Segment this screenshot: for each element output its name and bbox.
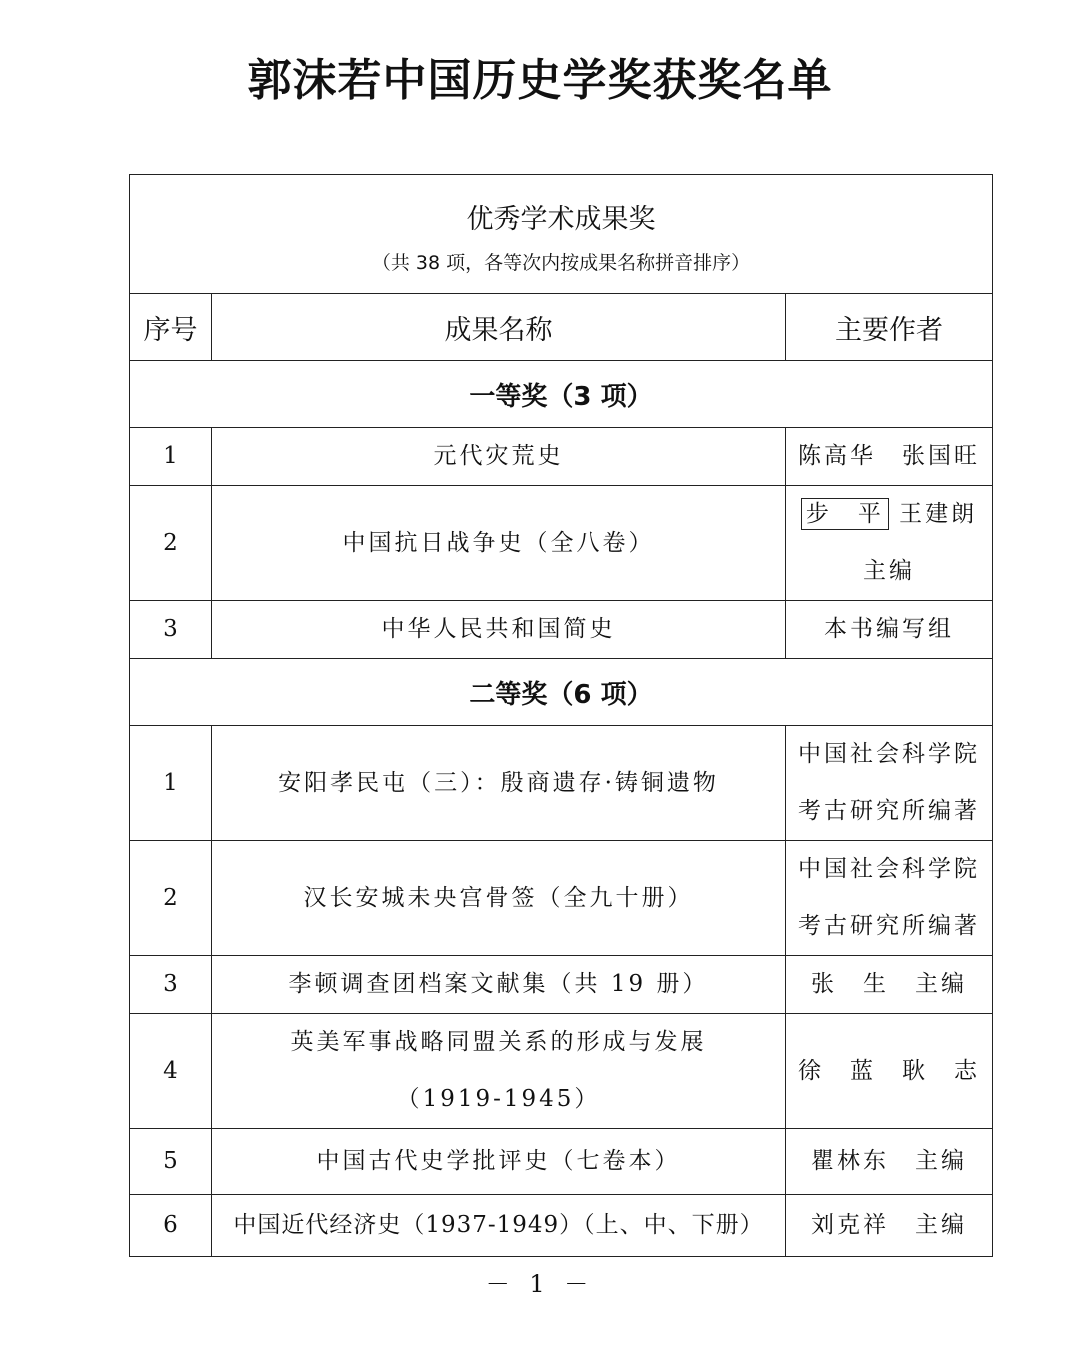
entry-authors: 陈高华 张国旺 xyxy=(786,428,993,486)
entry-title-line: （1919-1945） xyxy=(396,1086,601,1112)
table-row xyxy=(130,1014,993,1129)
table-row xyxy=(130,601,993,659)
entry-authors xyxy=(786,726,993,841)
author-line: 中国社会科学院 xyxy=(798,741,980,767)
tier-label: 一等奖（3 项） xyxy=(130,361,993,428)
entry-title: 中国抗日战争史（全八卷） xyxy=(212,486,786,601)
boxed-author-name: 步 平 xyxy=(801,498,889,530)
page-number: － 1 － xyxy=(485,1270,595,1298)
entry-number: 1 xyxy=(130,726,212,841)
entry-title: 李顿调查团档案文献集（共 19 册） xyxy=(212,956,786,1014)
entry-authors: 本书编写组 xyxy=(786,601,993,659)
entry-number: 3 xyxy=(130,956,212,1014)
section-header-cell xyxy=(130,175,993,294)
column-header-name: 成果名称 xyxy=(212,294,786,361)
entry-title: 元代灾荒史 xyxy=(212,428,786,486)
author-line: 中国社会科学院 xyxy=(798,856,980,882)
entry-number: 1 xyxy=(130,428,212,486)
table-row xyxy=(130,486,993,601)
author-name: 王建朗 xyxy=(899,501,978,527)
entry-authors: 刘克祥 主编 xyxy=(786,1195,993,1257)
entry-number: 5 xyxy=(130,1129,212,1195)
entry-title: 中华人民共和国简史 xyxy=(212,601,786,659)
author-line: 考古研究所编著 xyxy=(798,798,980,824)
award-table xyxy=(129,174,993,1257)
entry-title-line: 英美军事战略同盟关系的形成与发展 xyxy=(290,1029,707,1055)
entry-authors xyxy=(786,841,993,956)
entry-number: 2 xyxy=(130,841,212,956)
document-title: 郭沫若中国历史学奖获奖名单 xyxy=(247,55,833,106)
tier-row-second-prize xyxy=(130,659,993,726)
entry-title: 安阳孝民屯（三）：殷商遗存·铸铜遗物 xyxy=(212,726,786,841)
column-header-authors: 主要作者 xyxy=(786,294,993,361)
author-line: 考古研究所编著 xyxy=(798,913,980,939)
entry-authors xyxy=(786,486,993,601)
author-role: 主编 xyxy=(863,558,915,584)
entry-number: 3 xyxy=(130,601,212,659)
entry-number: 6 xyxy=(130,1195,212,1257)
section-title: 优秀学术成果奖 xyxy=(466,204,656,235)
entry-title: 中国近代经济史（1937-1949）（上、中、下册） xyxy=(212,1195,786,1257)
table-row xyxy=(130,841,993,956)
column-header-row xyxy=(130,294,993,361)
entry-number: 2 xyxy=(130,486,212,601)
entry-title: 中国古代史学批评史（七卷本） xyxy=(212,1129,786,1195)
table-row xyxy=(130,1129,993,1195)
entry-authors: 张 生 主编 xyxy=(786,956,993,1014)
table-row xyxy=(130,1195,993,1257)
column-header-index: 序号 xyxy=(130,294,212,361)
entry-title: 汉长安城未央宫骨签（全九十册） xyxy=(212,841,786,956)
table-row xyxy=(130,956,993,1014)
table-row xyxy=(130,726,993,841)
section-subtitle: （共 38 项，各等次内按成果名称拼音排序） xyxy=(371,252,751,274)
section-header-row xyxy=(130,175,993,294)
entry-authors: 徐 蓝 耿 志 xyxy=(786,1014,993,1129)
tier-label: 二等奖（6 项） xyxy=(130,659,993,726)
table-row xyxy=(130,428,993,486)
tier-row-first-prize xyxy=(130,361,993,428)
entry-number: 4 xyxy=(130,1014,212,1129)
entry-authors: 瞿林东 主编 xyxy=(786,1129,993,1195)
entry-title xyxy=(212,1014,786,1129)
